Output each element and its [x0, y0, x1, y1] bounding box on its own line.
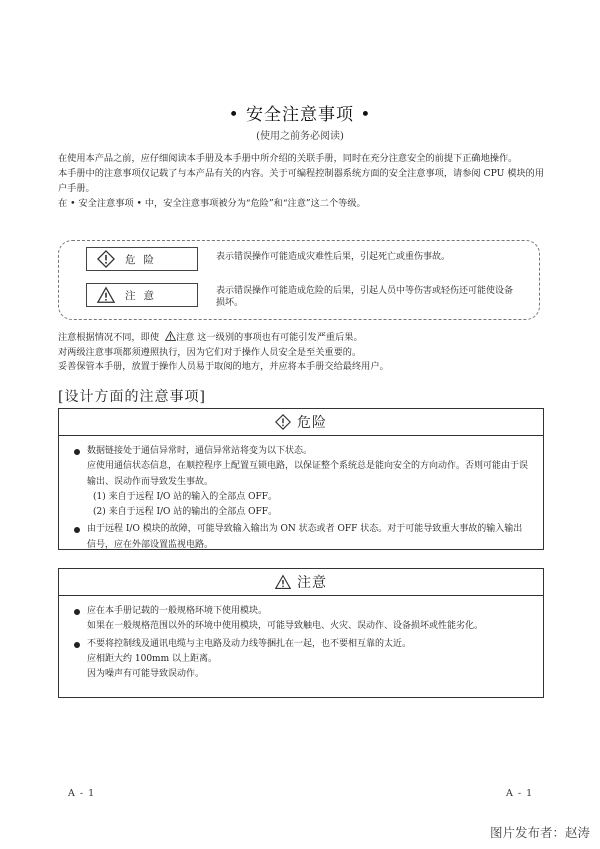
- item-text: 因为噪声有可能导致误动作。: [87, 669, 205, 680]
- page-number-left: A - 1: [68, 788, 96, 799]
- title-block: [0, 100, 600, 142]
- bullet-icon: [74, 527, 80, 533]
- caution-triangle-icon: [165, 331, 176, 341]
- item-text: 不要将控制线及通讯电缆与主电路及动力线等捆扎在一起，也不要相互靠的太近。: [87, 638, 412, 649]
- legend-caution-row: [86, 283, 526, 309]
- note-text: 注意根据情况不同，即使: [58, 332, 160, 343]
- list-item: [73, 522, 531, 553]
- bullet-icon: [74, 449, 80, 455]
- list-item: [73, 604, 531, 635]
- publisher-credit: 图片发布者：赵涛: [489, 825, 590, 840]
- danger-tag-label: 危险: [125, 253, 162, 266]
- severity-legend: [58, 240, 540, 320]
- danger-panel-body: [59, 436, 543, 557]
- usage-notes: [58, 331, 548, 375]
- caution-panel: [58, 568, 544, 698]
- note-text: 这一级别的事项也有可能引发严重后果。: [197, 332, 363, 343]
- bullet-icon: [74, 642, 80, 648]
- danger-tag: [86, 247, 198, 271]
- danger-panel-header: [59, 409, 543, 436]
- item-text: 应相距大约 100mm 以上距离。: [87, 653, 217, 664]
- page-number-right: A - 1: [506, 788, 534, 799]
- intro-paragraph: 在使用本产品之前，应仔细阅读本手册及本手册中所介绍的关联手册，同时在充分注意安全的前提下正确地操作。: [58, 153, 518, 164]
- item-text: 由于远程 I/O 模块的故障，可能导致输入输出为 ON 状态或者 OFF 状态。对于可能导致重大事故的输入输出信号，应在外部设置监视电路。: [87, 524, 523, 550]
- page-subtitle: (使用之前务必阅读): [256, 131, 344, 142]
- item-text: (2) 来自于远程 I/O 站的输出的全部点 OFF。: [93, 507, 278, 518]
- danger-exclamation-icon: [275, 414, 291, 430]
- caution-tag: [86, 283, 198, 307]
- danger-exclamation-icon: [97, 250, 115, 268]
- list-item: [73, 637, 531, 683]
- intro-paragraph: 本手册中的注意事项仅记载了与本产品有关的内容。关于可编程控制器系统方面的安全注意事项，请参阅 CPU 模块的用户手册。: [58, 168, 545, 194]
- caution-tag-label: 注意: [125, 289, 162, 302]
- intro-text: [58, 151, 548, 211]
- page-title: • 安全注意事项 •: [228, 105, 372, 125]
- item-text: 应使用通信状态信息，在顺控程序上配置互锁电路，以保证整个系统总是能向安全的方向动作。否则可能由于误输出、误动作而导致发生事故。: [87, 461, 529, 487]
- section-title: [设计方面的注意事项]: [58, 389, 206, 405]
- danger-panel: [58, 408, 544, 550]
- item-text: (1) 来自于远程 I/O 站的输入的全部点 OFF。: [93, 491, 278, 502]
- caution-description: 表示错误操作可能造成危险的后果，引起人员中等伤害或轻伤还可能使设备损坏。: [216, 286, 514, 308]
- note-line: 妥善保管本手册，放置于操作人员易于取阅的地方，并应将本手册交给最终用户。: [58, 361, 389, 372]
- caution-triangle-icon: [97, 286, 115, 304]
- caution-panel-body: [59, 596, 543, 686]
- list-item: [73, 444, 531, 520]
- caution-panel-header: [59, 569, 543, 596]
- danger-description: 表示错误操作可能造成灾难性后果，引起死亡或重伤事故。: [216, 252, 451, 262]
- legend-danger-row: [86, 247, 526, 273]
- item-text: 如果在一般规格范围以外的环境中使用模块，可能导致触电、火灾、误动作、设备损坏或性能劣化。: [87, 621, 484, 632]
- danger-panel-heading: 危险: [297, 415, 327, 431]
- caution-panel-heading: 注意: [297, 575, 327, 591]
- bullet-icon: [74, 609, 80, 615]
- intro-paragraph: 在 • 安全注意事项 • 中，安全注意事项被分为“危险”和“注意”这二个等级。: [58, 198, 366, 209]
- note-line: [58, 331, 548, 346]
- note-tag-text: 注意: [175, 332, 195, 343]
- note-line: 对两级注意事项都须遵照执行，因为它们对于操作人员安全是至关重要的。: [58, 346, 362, 358]
- item-text: 应在本手册记载的一般规格环境下使用模块。: [87, 606, 268, 616]
- caution-triangle-icon: [275, 574, 291, 590]
- item-text: 数据链接处于通信异常时，通信异常站将变为以下状态。: [87, 446, 313, 456]
